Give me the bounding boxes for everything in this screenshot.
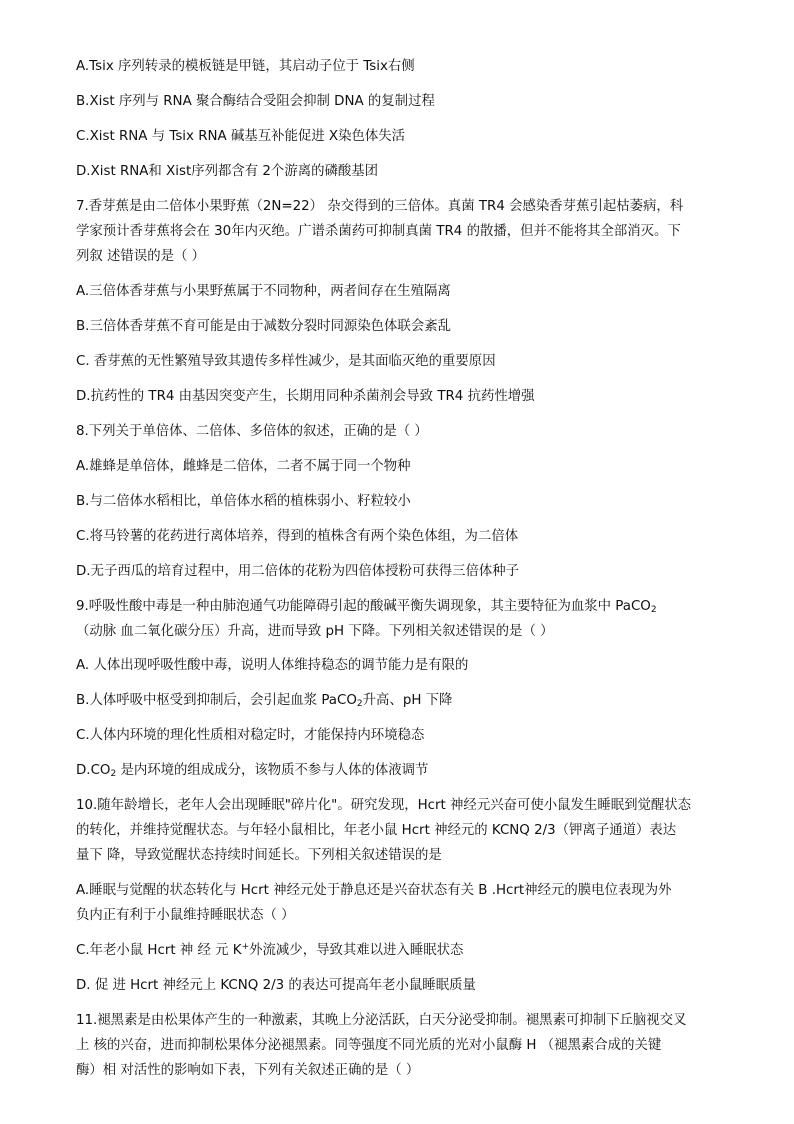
- q9-option-b-prefix: B.人体呼吸中枢受到抑制后，会引起血浆 PaCO: [76, 693, 357, 708]
- q8-option-d: D.无子西瓜的培育过程中，用二倍体的花粉为四倍体授粉可获得三倍体种子: [76, 564, 520, 579]
- q9-option-d: [76, 758, 722, 783]
- q9-stem-line-2: （动脉 血二氧化碳分压）升高，进而导致 pH 下降。下列相关叙述错误的是（ ）: [76, 624, 554, 639]
- q7-option-d: D.抗药性的 TR4 由基因突变产生，长期用同种杀菌剂会导致 TR4 抗药性增强: [76, 389, 535, 404]
- q7-stem-line-1: 7.香芽蕉是由二倍体小果野蕉（2N=22） 杂交得到的三倍体。真菌 TR4 会感染香芽蕉引起枯萎病，科: [76, 199, 684, 214]
- q8-option-b: B.与二倍体水稻相比，单倍体水稻的植株弱小、籽粒较小: [76, 494, 411, 509]
- q6-option-d: D.Xist RNA和 Xist序列都含有 2个游离的磷酸基团: [76, 164, 379, 179]
- q9-option-b: [76, 688, 722, 713]
- q9-option-d-prefix: D.CO: [76, 763, 111, 778]
- q8-option-a: A.雄蜂是单倍体，雌蜂是二倍体，二者不属于同一个物种: [76, 459, 411, 474]
- subscript-2: 2: [356, 699, 363, 709]
- q10-option-ab-line-2: 负内正有利于小鼠维持睡眠状态（ ）: [76, 908, 295, 923]
- q6-option-c: C.Xist RNA 与 Tsix RNA 碱基互补能促进 X染色体失活: [76, 129, 406, 144]
- q8-stem: 8.下列关于单倍体、二倍体、多倍体的叙述，正确的是（ ）: [76, 424, 428, 439]
- q6-option-b: B.Xist 序列与 RNA 聚合酶结合受阻会抑制 DNA 的复制过程: [76, 94, 435, 109]
- q10-stem-line-2: 的转化，并维持觉醒状态。与年轻小鼠相比，年老小鼠 Hcrt 神经元的 KCNQ 2/3（钾离子通道）表达: [76, 823, 677, 838]
- q9-option-b-suffix: 升高、pH 下降: [362, 693, 453, 708]
- superscript-plus: +: [241, 942, 250, 952]
- q9-option-c: C.人体内环境的理化性质相对稳定时，才能保持内环境稳态: [76, 728, 425, 743]
- q10-option-ab-line-1: A.睡眠与觉醒的状态转化与 Hcrt 神经元处于静息还是兴奋状态有关 B .Hcrt神经元的膜电位表现为外: [76, 883, 672, 898]
- q9-stem-line-1: [76, 594, 722, 619]
- q7-option-a: A.三倍体香芽蕉与小果野蕉属于不同物种，两者间存在生殖隔离: [76, 284, 451, 299]
- q10-option-c: [76, 938, 722, 963]
- q11-stem-line-3: 酶）相 对活性的影响如下表，下列有关叙述正确的是（ ）: [76, 1063, 420, 1078]
- subscript-2: 2: [650, 605, 657, 615]
- q9-stem-text: 9.呼吸性酸中毒是一种由肺泡通气功能障碍引起的酸碱平衡失调现象，其主要特征为血浆中 PaCO: [76, 599, 651, 614]
- q10-stem-line-3: 量下 降，导致觉醒状态持续时间延长。下列相关叙述错误的是: [76, 848, 442, 863]
- q8-option-c: C.将马铃薯的花药进行离体培养，得到的植株含有两个染色体组，为二倍体: [76, 529, 519, 544]
- q7-stem-line-3: 列叙 述错误的是（ ）: [76, 249, 206, 264]
- q10-option-d: D. 促 进 Hcrt 神经元上 KCNQ 2/3 的表达可提高年老小鼠睡眠质量: [76, 978, 476, 993]
- q10-option-c-prefix: C.年老小鼠 Hcrt 神 经 元 K: [76, 943, 242, 958]
- q7-option-c: C. 香芽蕉的无性繁殖导致其遗传多样性减少，是其面临灭绝的重要原因: [76, 354, 496, 369]
- q10-option-c-suffix: 外流减少，导致其难以进入睡眠状态: [249, 943, 464, 958]
- q9-option-d-suffix: 是内环境的组成成分，该物质不参与人体的体液调节: [116, 763, 429, 778]
- q6-option-a: A.Tsix 序列转录的模板链是甲链，其启动子位于 Tsix右侧: [76, 59, 415, 74]
- q7-stem-line-2: 学家预计香芽蕉将会在 30年内灭绝。广谱杀菌药可抑制真菌 TR4 的散播，但并不能将其全部消灭。下: [76, 224, 681, 239]
- q11-stem-line-2: 上 核的兴奋，进而抑制松果体分泌褪黑素。同等强度不同光质的光对小鼠酶 H （褪黑素合成的关键: [76, 1038, 662, 1053]
- q7-option-b: B.三倍体香芽蕉不育可能是由于减数分裂时同源染色体联会紊乱: [76, 319, 451, 334]
- q10-stem-line-1: 10.随年龄增长，老年人会出现睡眠"碎片化"。研究发现，Hcrt 神经元兴奋可使小鼠发生睡眠到觉醒状态: [76, 798, 692, 813]
- subscript-2: 2: [110, 769, 117, 779]
- q9-option-a: A. 人体出现呼吸性酸中毒，说明人体维持稳态的调节能力是有限的: [76, 658, 469, 673]
- q11-stem-line-1: 11.褪黑素是由松果体产生的一种激素，其晚上分泌活跃，白天分泌受抑制。褪黑素可抑制下丘脑视交叉: [76, 1013, 687, 1028]
